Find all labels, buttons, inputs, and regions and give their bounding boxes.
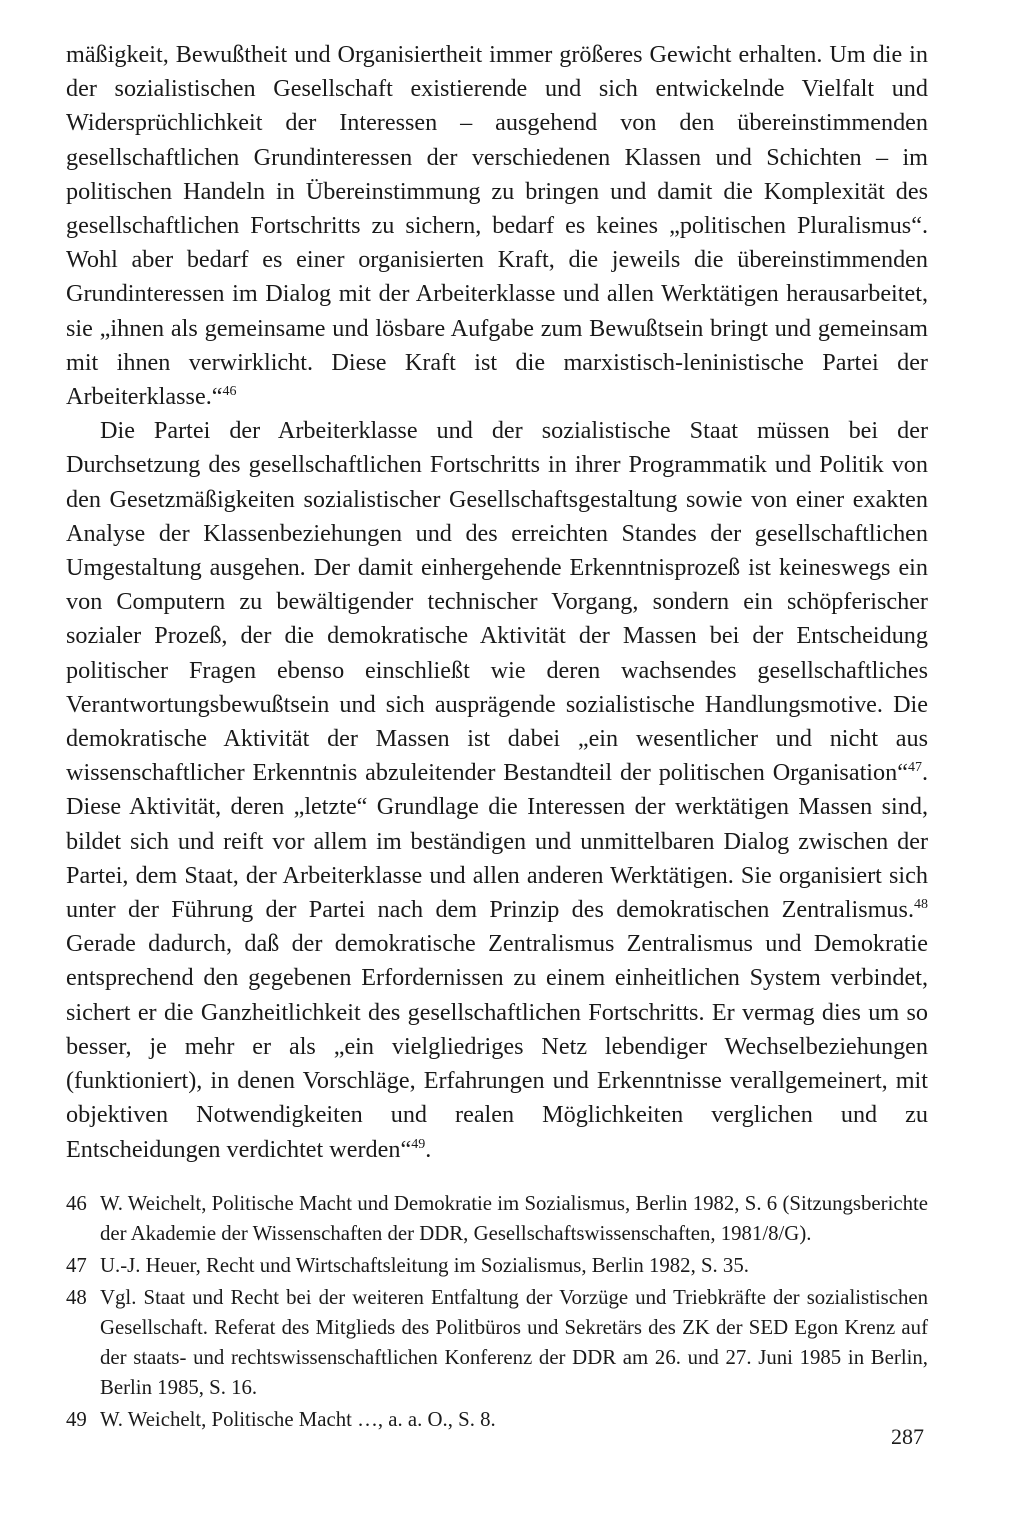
footnote-ref-48: 48	[914, 897, 928, 913]
paragraph-2-text-a: Die Partei der Arbeiterklasse und der sozialistische Staat müssen bei der Durchsetzung des gesellschaftlichen Fortschritts in ihrer Programmatik und Politik von den Gesetzmäßigkeiten sozialistischer Gesellschaftsgestaltung sowie von einer exakten Analyse der Klassenbeziehungen und des erreichten Standes der gesellschaftlichen Umgestaltung ausgehen. Der damit einhergehende Erkenntnisprozeß ist keineswegs ein von Computern zu bewältigender technischer Vorgang, sondern ein schöpferischer sozialer Prozeß, der die demokratische Aktivität der Massen bei der Entscheidung politischer Fragen ebenso einschließt wie deren wachsendes gesellschaftliches Verantwortungsbewußtsein und sich ausprägende sozialistische Handlungsmotive. Die demokratische Aktivität der Massen ist dabei „ein wesentlicher und nicht aus wissenschaftlicher Erkenntnis abzuleitender Bestandteil der politischen Organisation“	[66, 417, 928, 787]
footnote-text: Vgl. Staat und Recht bei der weiteren Entfaltung der Vorzüge und Triebkräfte der sozialistischen Gesellschaft. Referat des Mitglieds des Politbüros und Sekretärs des ZK der SED Egon Krenz auf der staats- und rechtswissenschaftlichen Konferenz der DDR am 26. und 27. Juni 1985 in Berlin, Berlin 1985, S. 16.	[100, 1285, 928, 1399]
footnote-text: W. Weichelt, Politische Macht und Demokratie im Sozialismus, Berlin 1982, S. 6 (Sitzungsberichte der Akademie der Wissenschaften der DDR, Gesellschaftswissenschaften, 1981/8/G).	[100, 1191, 928, 1245]
footnote-number: 46	[66, 1191, 87, 1215]
page	[66, 38, 928, 1437]
footnote-ref-46: 46	[222, 383, 237, 399]
footnote-number: 49	[66, 1407, 87, 1431]
footnote-46	[66, 1189, 928, 1249]
footnote-number: 47	[66, 1253, 87, 1277]
paragraph-2-text-d: .	[425, 1135, 432, 1163]
body-text	[66, 38, 928, 1167]
footnote-47	[66, 1251, 928, 1281]
paragraph-2-text-b: . Diese Aktivität, deren „letzte“ Grundlage die Interessen der werktätigen Massen sind, bildet sich und reift vor allem im beständigen und unmittelbaren Dialog zwischen der Partei, dem Staat, der Arbeiterklasse und allen anderen Werktätigen. Sie organisiert sich unter der Führung der Partei nach dem Prinzip des demokratischen Zentralismus.	[66, 759, 928, 924]
paragraph-2	[66, 414, 928, 1166]
paragraph-1-text: mäßigkeit, Bewußtheit und Organisiertheit immer größeres Gewicht erhalten. Um die in der sozialistischen Gesellschaft existierende und sich entwickelnde Vielfalt und Widersprüchlichkeit der Interessen – ausgehend von den übereinstimmenden gesellschaftlichen Grundinteressen der verschiedenen Klassen und Schichten – im politischen Handeln in Übereinstimmung zu bringen und damit die Komplexität des gesellschaftlichen Fortschritts zu sichern, bedarf es keines „politischen Pluralismus“. Wohl aber bedarf es einer organisierten Kraft, die jeweils die übereinstimmenden Grundinteressen im Dialog mit der Arbeiterklasse und allen Werktätigen herausarbeitet, sie „ihnen als gemeinsame und lösbare Aufgabe zum Bewußtsein bringt und gemeinsam mit ihnen verwirklicht. Diese Kraft ist die marxistisch-leninistische Partei der Arbeiterklasse.“	[66, 41, 928, 411]
footnote-text: U.-J. Heuer, Recht und Wirtschaftsleitung im Sozialismus, Berlin 1982, S. 35.	[100, 1253, 749, 1277]
footnote-ref-49: 49	[411, 1136, 426, 1152]
footnotes	[66, 1189, 928, 1435]
paragraph-2-text-c: Gerade dadurch, daß der demokratische Zentralismus Zentralismus und Demokratie entsprechend den gegebenen Erfordernissen zu einem einheitlichen System verbindet, sichert er die Ganzheitlichkeit des gesellschaftlichen Fortschritts. Er vermag dies um so besser, je mehr er als „ein vielgliedriges Netz lebendiger Wechselbeziehungen (funktioniert), in denen Vorschläge, Erfahrungen und Erkenntnisse verallgemeinert, mit objektiven Notwendigkeiten und realen Möglichkeiten verglichen und zu Entscheidungen verdichtet werden“	[66, 930, 928, 1163]
footnote-49	[66, 1405, 928, 1435]
footnote-text: W. Weichelt, Politische Macht …, a. a. O., S. 8.	[100, 1407, 496, 1431]
paragraph-1	[66, 38, 928, 414]
footnote-48	[66, 1283, 928, 1403]
footnote-ref-47: 47	[907, 760, 922, 776]
page-number: 287	[891, 1424, 924, 1449]
footnote-number: 48	[66, 1285, 87, 1309]
